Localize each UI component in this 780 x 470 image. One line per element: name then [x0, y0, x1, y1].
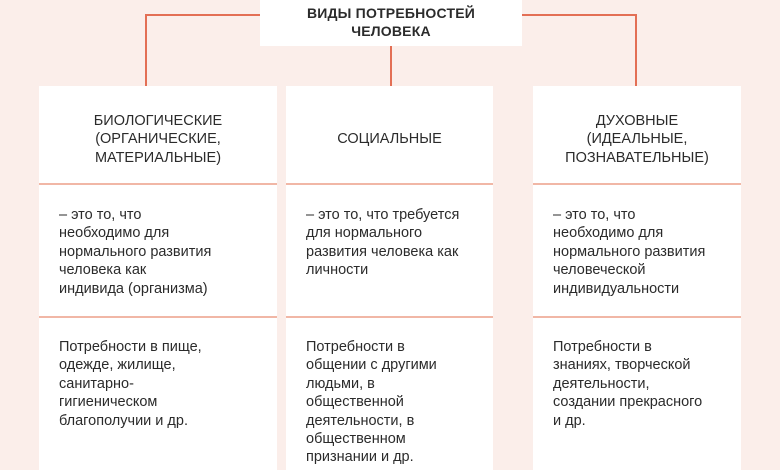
examples-line: благополучии и др.: [59, 412, 188, 429]
definition-line: индивидуальности: [553, 280, 680, 297]
root-title-line: ВИДЫ ПОТРЕБНОСТЕЙ: [306, 5, 476, 21]
title-line: МАТЕРИАЛЬНЫЕ): [94, 149, 222, 166]
column-examples: [39, 338, 277, 430]
connector-center: [390, 46, 392, 86]
separator: [533, 316, 741, 318]
definition-line: – это то, что требуется: [306, 207, 460, 223]
title-line: ПОЗНАВАТЕЛЬНЫЕ): [565, 149, 709, 166]
examples-line: Потребности в пище,: [59, 339, 202, 355]
definition-line: индивида (организма): [59, 280, 208, 297]
title-line: ДУХОВНЫЕ: [595, 113, 679, 129]
column-examples: [286, 338, 493, 467]
examples-line: создании прекрасного: [553, 394, 703, 411]
examples-line: общественном: [306, 431, 406, 448]
examples-line: деятельности,: [553, 375, 650, 392]
examples-line: признании и др.: [306, 449, 414, 466]
column-definition: [533, 206, 741, 298]
title-line: (ОРГАНИЧЕСКИЕ,: [95, 131, 221, 148]
separator: [533, 183, 741, 185]
title-line: (ИДЕАЛЬНЫЕ,: [586, 131, 688, 148]
definition-line: необходимо для: [553, 225, 664, 242]
examples-line: гигиеническом: [59, 394, 158, 411]
column-title: [286, 112, 493, 148]
connector-right: [635, 14, 637, 86]
definition-line: человеческой: [553, 262, 646, 279]
definition-line: развития человека как: [306, 243, 459, 260]
definition-line: для нормального: [306, 225, 423, 242]
title-line: БИОЛОГИЧЕСКИЕ: [93, 113, 223, 129]
definition-line: – это то, что: [553, 207, 636, 223]
examples-line: санитарно-: [59, 375, 134, 392]
definition-line: нормального развития: [59, 243, 212, 260]
root-title: [307, 4, 475, 40]
definition-line: личности: [306, 262, 369, 279]
examples-line: Потребности в: [553, 339, 652, 355]
examples-line: деятельности, в: [306, 412, 415, 429]
separator: [39, 183, 277, 185]
column-definition: [286, 206, 493, 280]
examples-line: Потребности в: [306, 339, 405, 355]
definition-line: необходимо для: [59, 225, 170, 242]
column-spiritual: [533, 86, 741, 470]
title-line: СОЦИАЛЬНЫЕ: [337, 131, 442, 147]
separator: [39, 316, 277, 318]
examples-line: людьми, в: [306, 375, 375, 392]
examples-line: знаниях, творческой: [553, 357, 691, 374]
examples-line: общественной: [306, 394, 404, 411]
examples-line: и др.: [553, 412, 586, 429]
separator: [286, 183, 493, 185]
column-examples: [533, 338, 741, 430]
column-title: [533, 112, 741, 167]
connector-left: [145, 14, 147, 86]
column-definition: [39, 206, 277, 298]
column-biological: [39, 86, 277, 470]
column-social: [286, 86, 493, 470]
examples-line: общении с другими: [306, 357, 437, 374]
column-title: [39, 112, 277, 167]
examples-line: одежде, жилище,: [59, 357, 176, 374]
root-title-line: ЧЕЛОВЕКА: [351, 23, 431, 39]
separator: [286, 316, 493, 318]
definition-line: человека как: [59, 262, 147, 279]
definition-line: нормального развития: [553, 243, 706, 260]
definition-line: – это то, что: [59, 207, 142, 223]
root-node: [260, 0, 522, 46]
